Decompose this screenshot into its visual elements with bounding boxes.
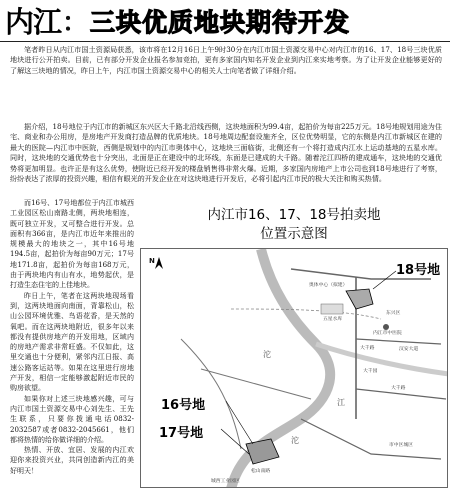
article-paragraph-contact: 如果你对上述三块地感兴趣，可与内江市国土资源交易中心刘先生、王先生联系，只要你拨通电话0832-2032587或者0832-2045661，他们都将热情的给你做详细的介绍。 [10, 394, 134, 444]
article-paragraph-closing: 热情、开放、宜居、发展的内江欢迎你来投资兴业，共同创造新内江的美好明天！ [10, 446, 134, 475]
map-drawing [141, 249, 448, 488]
reservoir [321, 304, 343, 314]
north-label: N [149, 257, 155, 265]
label-reservoir: 五星水库 [323, 317, 343, 322]
label-river-2: 江 [337, 398, 345, 407]
article-paragraph-site-visit: 昨日上午，笔者在这两块地现场看到，这两块地面向南面，背靠松山，松山公园环境优雅、鸟语花香，是天然的氧吧。而在这两块地附近，很多年以来都没有提供房地产的开发用地，区域内的房地产需求非常旺盛。不仅如此，这里交通也十分便利，紧邻内江日报、高速公路客运站等。如果在这里进行房地产开发，相信一定能够激起附近市民的购房欲望。 [10, 291, 134, 393]
label-songshan-road: 松山南路 [251, 469, 271, 474]
label-plot-17: 17号地 [159, 426, 204, 441]
river-branch [316, 344, 448, 374]
label-hanan-avenue: 汉安大道 [399, 347, 419, 352]
label-daqian-road: 大千路 [360, 346, 375, 351]
location-map-section [140, 198, 448, 488]
label-river-1: 沱 [263, 350, 271, 359]
plot-18-area [346, 289, 373, 309]
label-olympic-center: 奥体中心（拟建） [309, 283, 348, 288]
location-map [140, 248, 448, 488]
headline-subtitle: 三块优质地块期待开发 [90, 7, 351, 37]
article-paragraph-plot16-17: 而16号、17号地都位于内江市城西工业园区松山南路北侧，两块地相连，既可独立开发，又可整合进行开发。总面积有366亩，是内江市近年来推出的规模最大的地块之一，其中16号地194.5亩，起拍价为每亩90万元；17号地171.8亩，起拍价为每亩168万元，由于两块地内有山有水，地势起伏，是打造生态住宅的上佳地块。 [10, 199, 134, 290]
label-plot-18: 18号地 [396, 263, 441, 278]
article-paragraph-plot18: 据介绍，18号地位于内江市的新城区东兴区大千路北沿线西侧，这块地面积为99.4亩，起拍价为每亩225万元。18号地规划用途为住宅、商业和办公用房，是房地产开发商打造品牌的优质地块。18号地周边配套设施齐全，区位优势明显，它的东侧是内江市新城区在建的最大的医院—内江市中医院，西侧是规划中的内江市奥体中心，这地块三面临街，北侧还有一个将打造成内江水上运动基地的五星水库。同时，这块地的交通优势也十分突出，北面是正在建设中的北环线，东面是已建成的大千路。随着沱江四桥的建成通车，这块地的交通优势将更加明显。也许正是有这么优势，使附近已经开发的楼盘销售得非常火爆。近期，多家国内房地产上市公司也到18号地进行了考察，纷纷表达了浓厚的投资兴趣，相信有眼光的开发企业在对这块地进行开发后，必将引起内江市民的极大关注和购买热情。 [10, 122, 442, 184]
map-title-line-1: 内江市16、17、18号拍卖地 [207, 207, 381, 223]
map-title-line-2: 位置示意图 [260, 226, 328, 242]
label-old-city: 市中区城区 [389, 443, 413, 448]
label-tcm-hospital: 内江市中医院 [373, 331, 402, 336]
plot-18-pointer [373, 271, 396, 289]
label-river-3: 沱 [291, 436, 299, 445]
north-arrow [155, 257, 163, 269]
headline-colon: ： [62, 8, 89, 38]
plot-17-pointer [221, 429, 249, 454]
headline-main: 内江 [5, 5, 62, 39]
label-daqian-park: 大千园 [363, 369, 378, 374]
road-ring [231, 309, 381, 319]
road-south [301, 419, 441, 459]
label-daqian-road-2: 大千路 [391, 386, 406, 391]
map-title [140, 206, 448, 244]
plot-16-pointer [226, 401, 253, 444]
article-paragraph-intro: 笔者昨日从内江市国土资源局获悉，该市将在12月16日上午9时30分在内江市国土资源交易中心对内江市的16、17、18号三块优质地块进行公开拍卖。目前，已有部分开发企业报名参加竞拍，更有多家国内知名开发企业到内江来实地考察。为了让开发企业能够更好的了解这三块地的情况，昨日上午，内江市国土资源交易中心的相关人士向笔者做了详细介绍。 [10, 45, 442, 75]
headline [0, 0, 450, 42]
label-west-industrial-park: 城西工业园区 [211, 479, 240, 484]
label-dongxing-district: 东兴区 [386, 311, 401, 316]
article-left-column [10, 198, 134, 488]
label-plot-16: 16号地 [161, 398, 206, 413]
